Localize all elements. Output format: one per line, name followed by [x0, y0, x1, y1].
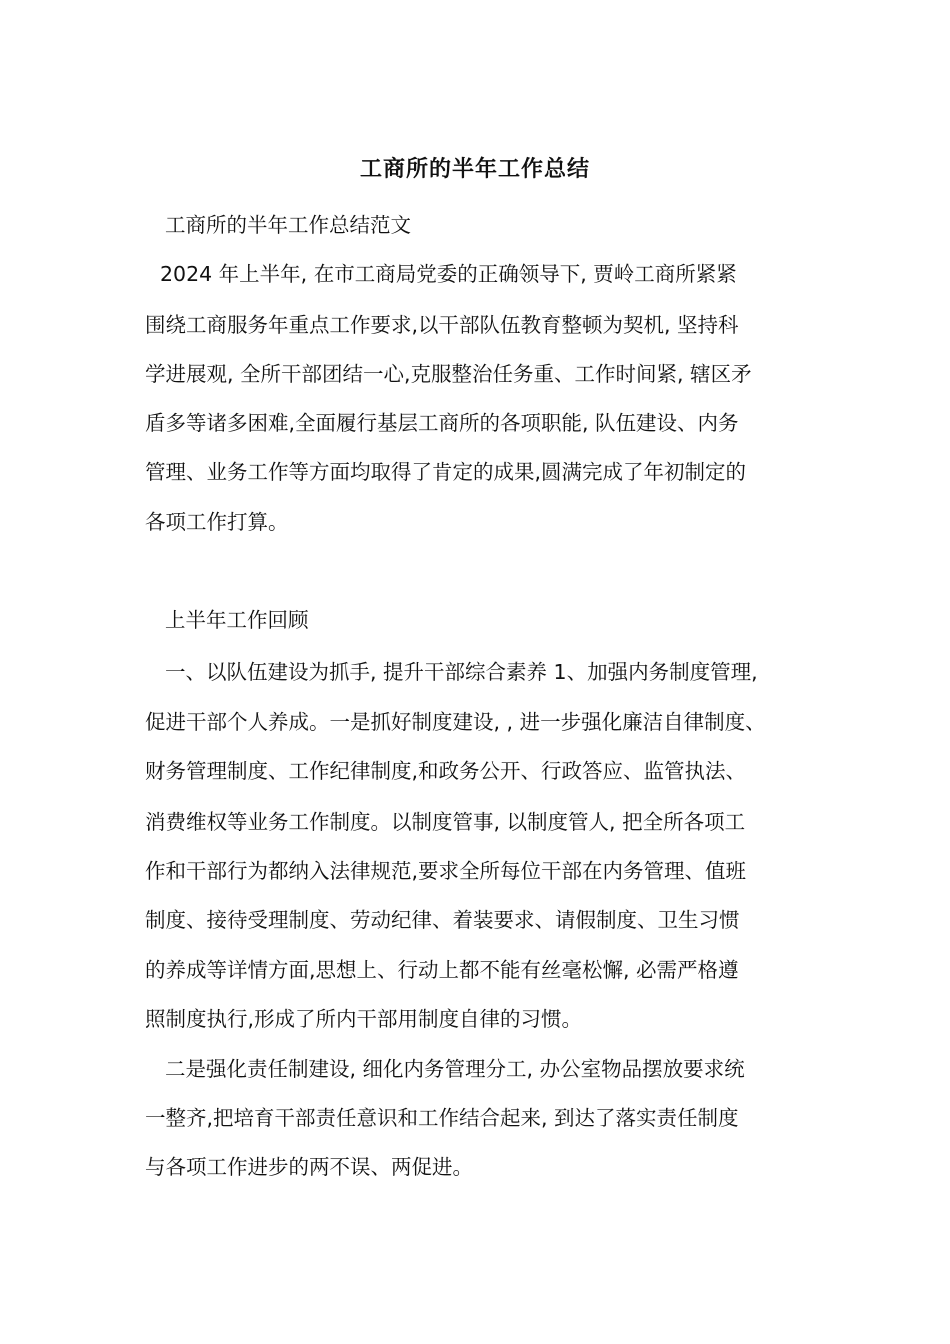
- paragraph-2-line: 作和干部行为都纳入法律规范,要求全所每位干部在内务管理、值班: [145, 859, 747, 883]
- paragraph-2-line: 制度、接待受理制度、劳动纪律、着装要求、请假制度、卫生习惯: [145, 908, 740, 932]
- paragraph-1-line: 盾多等诸多困难,全面履行基层工商所的各项职能, 队伍建设、内务: [145, 411, 739, 435]
- section-heading: 上半年工作回顾: [165, 608, 309, 632]
- document-title: 工商所的半年工作总结: [359, 157, 590, 182]
- paragraph-1-line: 各项工作打算。: [145, 510, 289, 534]
- paragraph-1-line: 围绕工商服务年重点工作要求,以干部队伍教育整顿为契机, 坚持科: [145, 313, 739, 337]
- paragraph-2-line: 的养成等详情方面,思想上、行动上都不能有丝毫松懈, 必需严格遵: [145, 958, 739, 982]
- paragraph-1-line: 管理、业务工作等方面均取得了肯定的成果,圆满完成了年初制定的: [145, 460, 747, 484]
- paragraph-3-line: 与各项工作进步的两不误、两促进。: [145, 1155, 473, 1179]
- paragraph-3-line: 一整齐,把培育干部责任意识和工作结合起来, 到达了落实责任制度: [145, 1106, 739, 1130]
- paragraph-1-line: 学进展观, 全所干部团结一心,克服整治任务重、工作时间紧, 辖区矛: [145, 362, 752, 386]
- paragraph-2-line: 消费维权等业务工作制度。以制度管事, 以制度管人, 把全所各项工: [145, 810, 746, 834]
- paragraph-2-line: 照制度执行,形成了所内干部用制度自律的习惯。: [145, 1007, 583, 1031]
- paragraph-2-line: 财务管理制度、工作纪律制度,和政务公开、行政答应、监管执法、: [145, 759, 747, 783]
- paragraph-3-line: 二是强化责任制建设, 细化内务管理分工, 办公室物品摆放要求统: [165, 1057, 745, 1081]
- paragraph-1-line: 2024 年上半年, 在市工商局党委的正确领导下, 贾岭工商所紧紧: [160, 262, 737, 286]
- paragraph-2-line: 一、以队伍建设为抓手, 提升干部综合素养 1、加强内务制度管理,: [165, 660, 758, 684]
- paragraph-2-line: 促进干部个人养成。一是抓好制度建设, , 进一步强化廉洁自律制度、: [145, 710, 766, 734]
- document-subtitle: 工商所的半年工作总结范文: [165, 213, 411, 237]
